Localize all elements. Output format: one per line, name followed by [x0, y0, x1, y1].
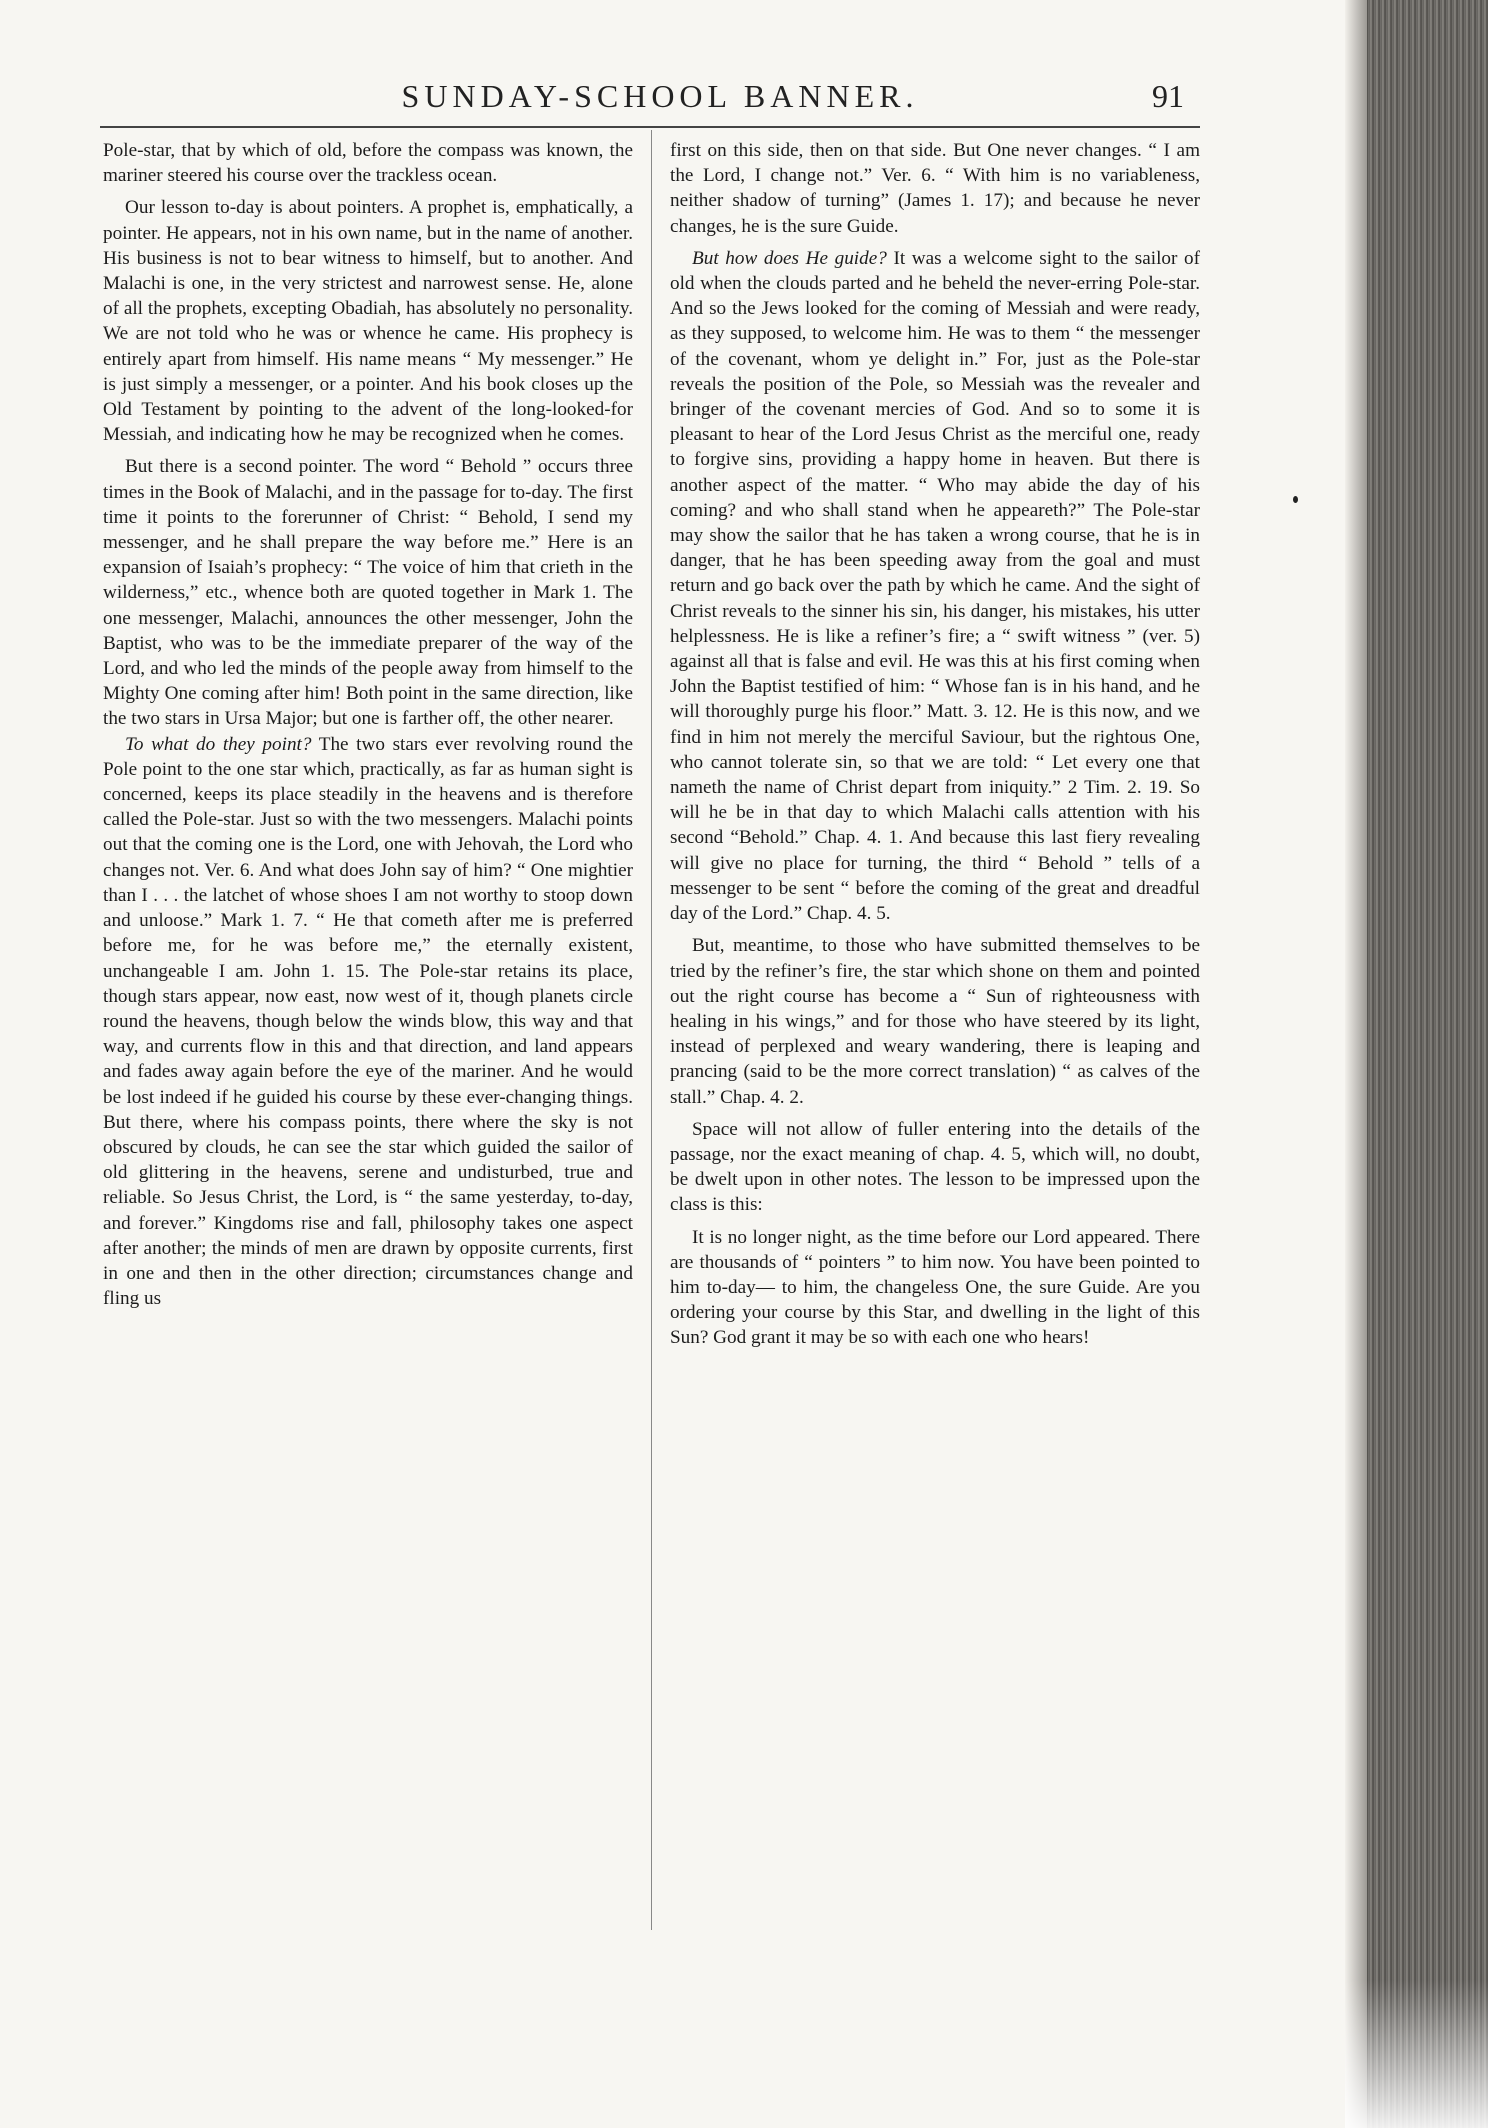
right-column — [670, 138, 1200, 1351]
column-divider — [651, 130, 652, 1930]
ink-speck — [1293, 496, 1298, 503]
paragraph: But, meantime, to those who have submitted themselves to be tried by the refiner’s fire, the star which shone on them and pointed out the right course has become a “ Sun of righteousness with healing in his wings,” and for those who have steered by its light, instead of perplexed and weary wandering, there is leaping and prancing (said to be the more correct translation) “ as calves of the stall.” Chap. 4. 2. — [670, 935, 1200, 1108]
page-edges — [1345, 0, 1488, 2128]
paragraph: Space will not allow of fuller entering into the details of the passage, nor the exact meaning of chap. 4. 5, which will, no doubt, be dwelt upon in other notes. The lesson to be impressed upon the class is this: — [670, 1118, 1200, 1216]
header-rule — [100, 126, 1200, 128]
paragraph: Our lesson to-day is about pointers. A prophet is, emphatically, a pointer. He appears, not in his own name, but in the name of another. His business is not to bear witness to himself, but to another. And Malachi is one, in the very strictest and narrowest sense. He, alone of all the prophets, excepting Obadiah, has absolutely no personality. We are not told who he was or whence he came. His prophecy is entirely apart from himself. His name means “ My messenger.” He is just simply a messenger, or a pointer. And his book closes up the Old Testament by pointing to the advent of the long-looked-for Messiah, and indicating how he may be recognized when he comes. — [103, 197, 633, 446]
paragraph: first on this side, then on that side. But One never changes. “ I am the Lord, I change not.” Ver. 6. “ With him is no variableness, neither shadow of turning” (James 1. 17); and because he never changes, he is the sure Guide. — [670, 140, 1200, 237]
page-number: 91 — [1152, 78, 1184, 114]
paragraph: To what do they point? The two stars ever revolving round the Pole point to the one star which, practically, as far as human sight is concerned, keeps its place steadily in the heavens and is therefore called the Pole-star. Just so with the two messengers. Malachi points out that the coming one is the Lord, one with Jehovah, the Lord who changes not. Ver. 6. And what does John say of him? “ One mightier than I . . . the latchet of whose shoes I am not worthy to stoop down and unloose.” Mark 1. 7. “ He that cometh after me is preferred before me, for he was before me,” the eternally existent, unchangeable I am. John 1. 15. The Pole-star retains its place, though stars appear, now east, now west of it, though planets circle round the heavens, though below the winds blow, this way and that way, and currents flow in this and that direction, and land appears and fades away again before the eye of the mariner. And he would be lost indeed if he guided his course by these ever-changing things. But there, where his compass points, there where the sky is not obscured by clouds, he can see the star which guided the sailor of old glittering in the heavens, serene and undisturbed, true and reliable. So Jesus Christ, the Lord, is “ the same yesterday, to-day, and forever.” Kingdoms rise and fall, philosophy takes one aspect after another; the minds of men are drawn by opposite currents, first in one and then in the other direction; circumstances change and fling us — [103, 733, 633, 1310]
paragraph: But how does He guide? It was a welcome sight to the sailor of old when the clouds parted and he beheld the never-erring Pole-star. And so the Jews looked for the coming of Messiah and were ready, as they supposed, to welcome him. He was to them “ the messenger of the covenant, whom ye delight in.” For, just as the Pole-star reveals the position of the Pole, so Messiah was the revealer and bringer of the covenant mercies of God. And so to some it is pleasant to hear of the Lord Jesus Christ as the merciful one, ready to forgive sins, providing a happy home in heaven. But there is another aspect of the matter. “ Who may abide the day of his coming? and who shall stand when he appeareth?” The Pole-star may show the sailor that he has taken a wrong course, that he is in danger, that he has been speeding away from the goal and must return and go back over the path by which he came. And the sight of Christ reveals to the sinner his sin, his danger, his mistakes, his utter helplessness. He is like a refiner’s fire; a “ swift witness ” (ver. 5) against all that is false and evil. He was this at his first coming when John the Baptist testified of him: “ Whose fan is in his hand, and he will thoroughly purge his floor.” Matt. 3. 12. He is this now, and we find in him not merely the merciful Saviour, but the rightous One, who cannot tolerate sin, so that we are told: “ Let every one that nameth the name of Christ depart from iniquity.” 2 Tim. 2. 19. So will he be in that day to which Malachi calls attention with his second “Behold.” Chap. 4. 1. And because this last fiery revealing will give no place for turning, the third “ Behold ” tells of a messenger to be sent “ before the coming of the great and dreadful day of the Lord.” Chap. 4. 5. — [670, 247, 1200, 925]
section-lead: But how does He guide? — [692, 247, 887, 269]
paragraph: Pole-star, that by which of old, before the compass was known, the mariner steered his course over the trackless ocean. — [103, 140, 633, 187]
paragraph: It is no longer night, as the time before our Lord appeared. There are thousands of “ pointers ” to him now. You have been pointed to him to-day— to him, the changeless One, the sure Guide. Are you ordering your course by this Star, and dwelling in the light of this Sun? God grant it may be so with each one who hears! — [670, 1226, 1200, 1349]
paragraph: But there is a second pointer. The word “ Behold ” occurs three times in the Book of Malachi, and in the passage for to-day. The first time it points to the forerunner of Christ: “ Behold, I send my messenger, and he shall prepare the way before me.” Here is an expansion of Isaiah’s prophecy: “ The voice of him that crieth in the wilderness,” etc., whence both are quoted together in Mark 1. The one messenger, Malachi, announces the other messenger, John the Baptist, who was to be the immediate preparer of the way of the Lord, and who led the minds of the people away from himself to the Mighty One coming after him! Both point in the same direction, like the two stars in Ursa Major; but one is farther off, the other nearer. — [103, 456, 633, 730]
section-lead: To what do they point? — [125, 733, 312, 755]
left-column — [103, 138, 633, 1311]
running-title: SUNDAY-SCHOOL BANNER. — [401, 78, 919, 114]
page-edge-shade — [1345, 1980, 1488, 2128]
